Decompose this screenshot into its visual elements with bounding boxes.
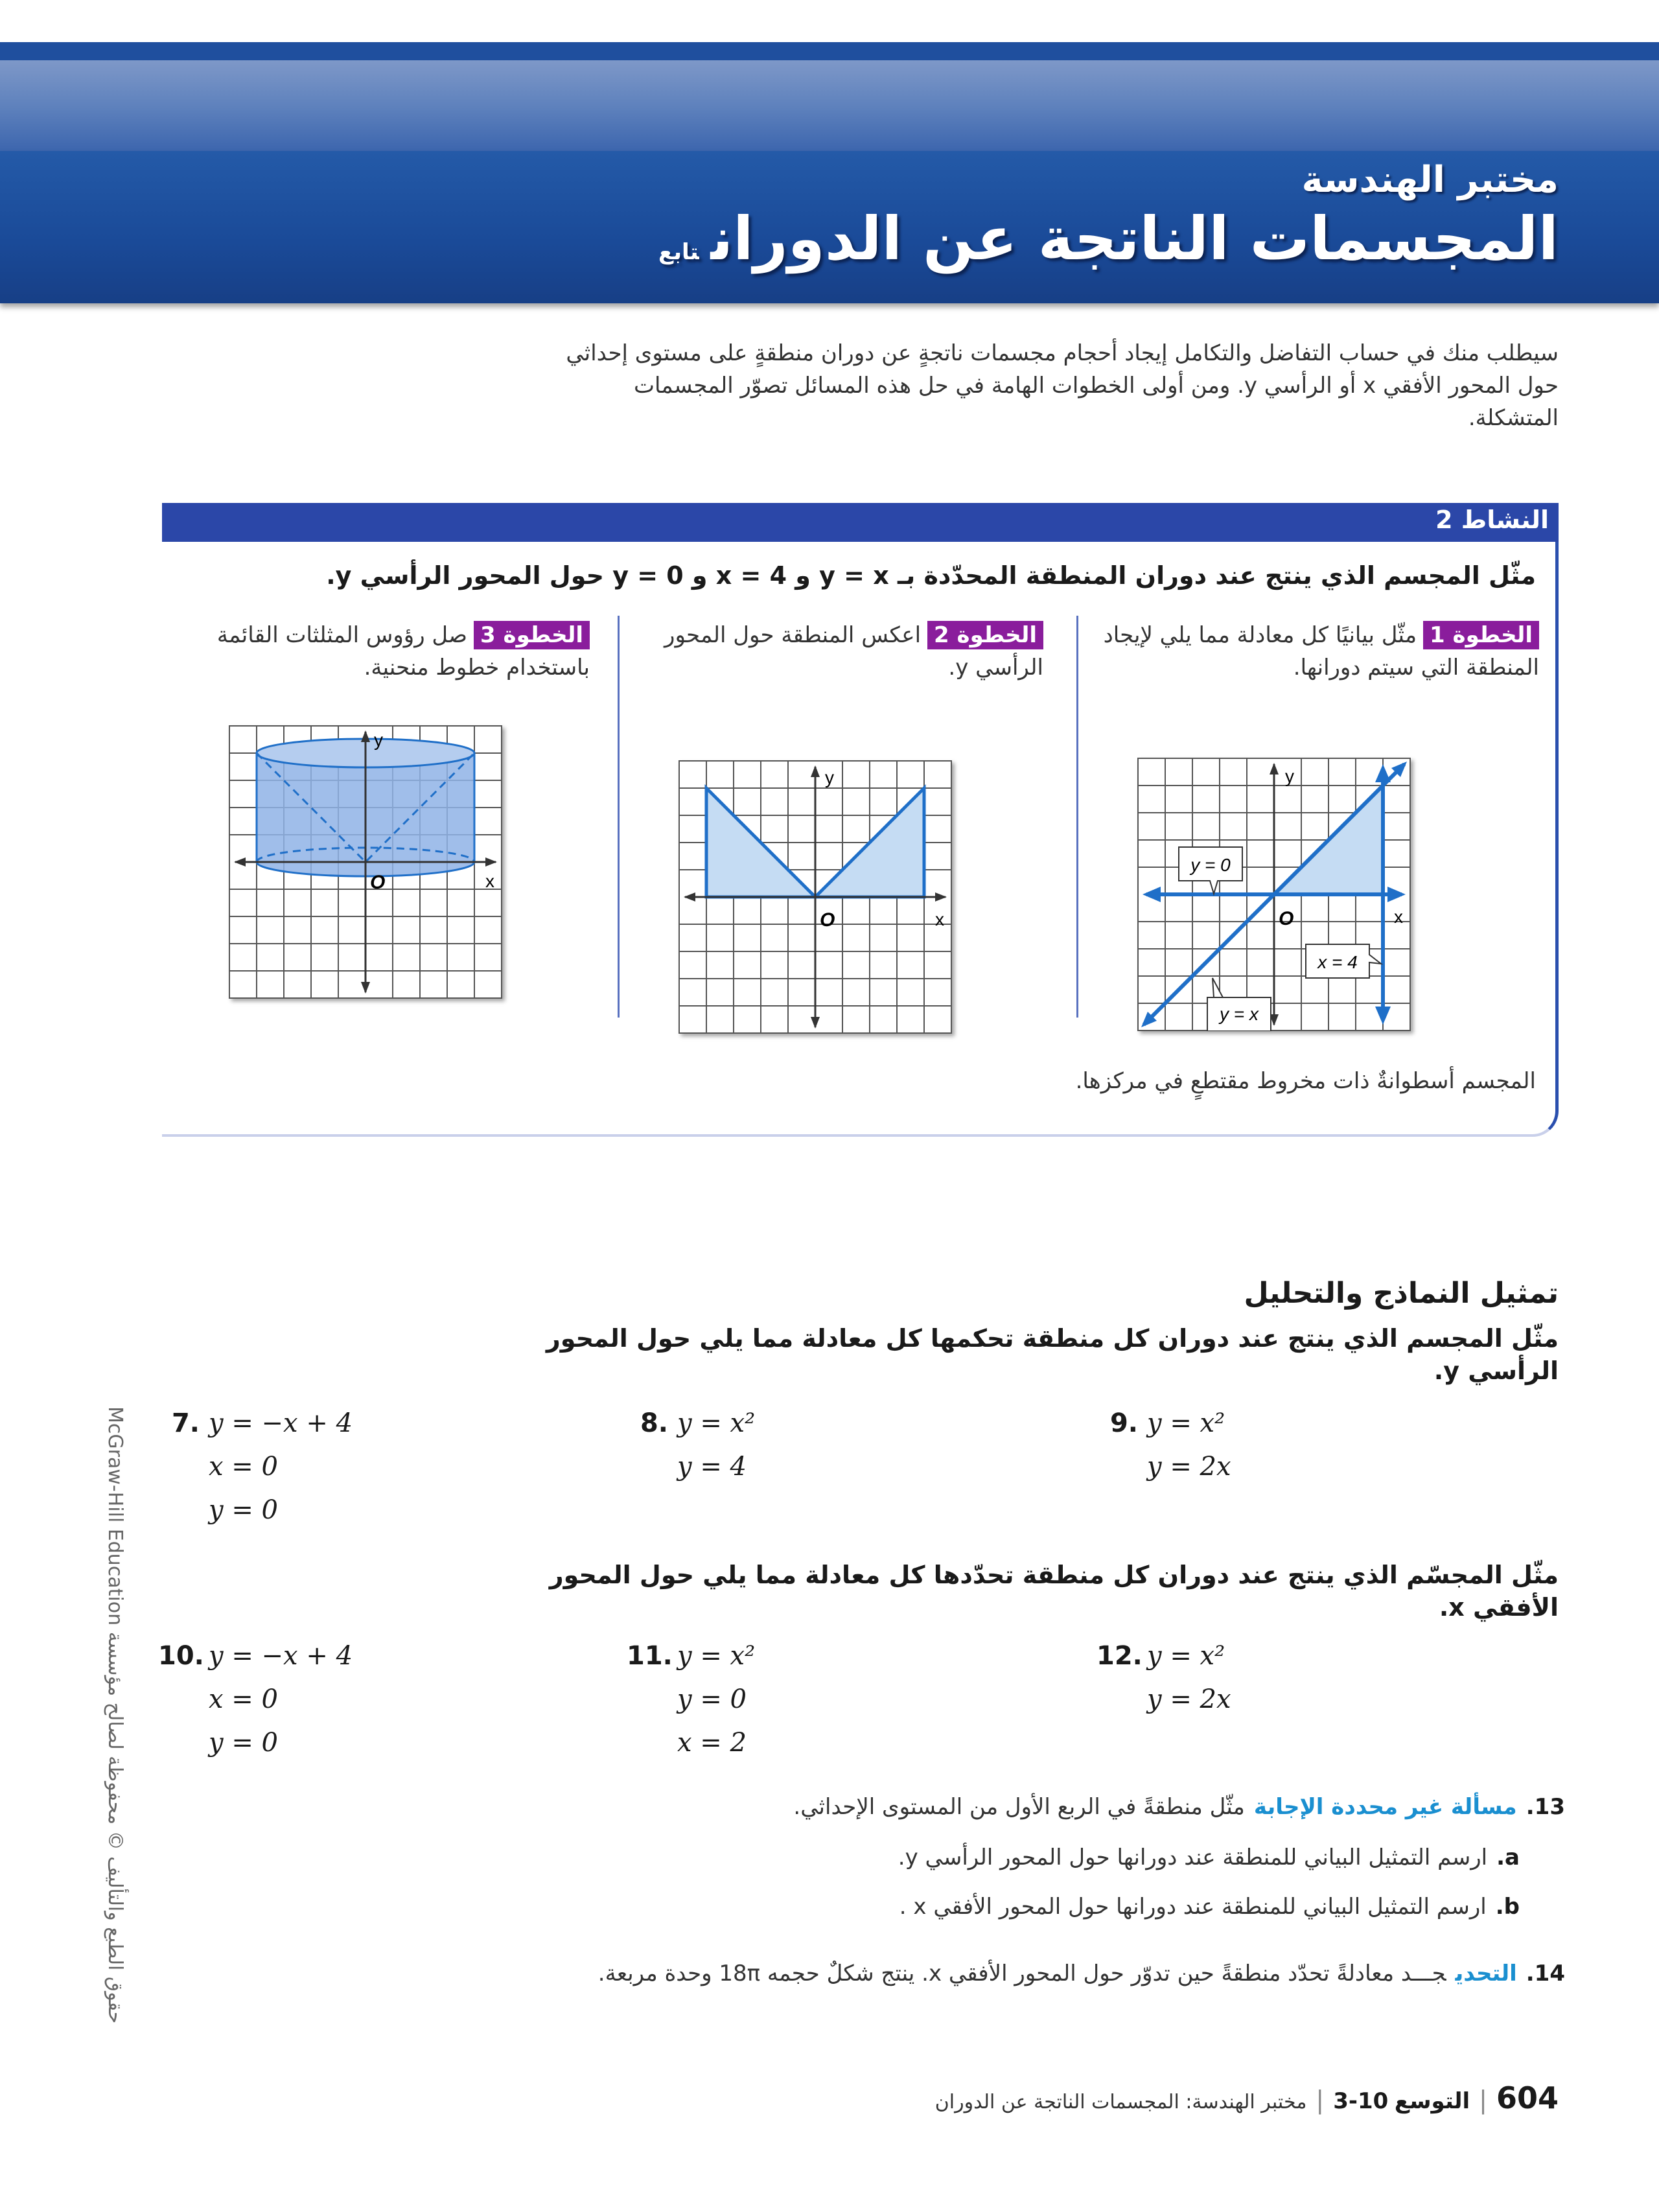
lesson-word: التوسع: [1394, 2088, 1470, 2114]
step-tag: الخطوة 3: [474, 621, 590, 649]
problem-13b: b.ارسم التمثيل البياني للمنطقة عند دورانها حول المحور الأفقي x .: [899, 1894, 1520, 1920]
divider: |: [1316, 2086, 1325, 2114]
continued-label: تابع: [658, 239, 699, 265]
instruction-y-axis: مثّل المجسم الذي ينتج عند دوران كل منطقة تحكمها كل معادلة مما يلي حول المحور الرأسي y.: [546, 1324, 1559, 1385]
page-footer: [935, 2080, 1559, 2115]
svg-text:y = 0: y = 0: [1190, 855, 1231, 875]
svg-text:y = x: y = x: [1220, 1004, 1259, 1024]
arrow: [935, 892, 947, 902]
activity-label: النشاط 2: [1435, 506, 1549, 534]
activity-conclusion: المجسم أسطوانةٌ ذات مخروط مقتطعٍ في مركزها.: [1075, 1068, 1536, 1094]
header-gradient: [0, 60, 1659, 151]
arrow: [1387, 887, 1406, 902]
step-divider: [1076, 616, 1078, 1018]
step-text: اعكس المنطقة حول المحور الرأسي y.: [664, 622, 1043, 681]
step-3: [188, 619, 590, 684]
problem-8: 8. y = x² y = 4: [640, 1408, 756, 1482]
origin-label: O: [370, 872, 386, 893]
callout-x-equals-4: [1306, 944, 1381, 978]
section-heading: تمثيل النماذج والتحليل: [1244, 1277, 1559, 1310]
y-axis-label: y: [1285, 766, 1294, 786]
step-text: مثّل بيانيًا كل معادلة مما يلي لإيجاد المنطقة التي سيتم دورانها.: [1103, 622, 1539, 681]
arrow: [485, 857, 497, 867]
arrow: [684, 892, 695, 902]
step-1: [1102, 619, 1601, 684]
divider: |: [1479, 2086, 1487, 2114]
origin-label: O: [1279, 908, 1294, 929]
footer-title: مختبر الهندسة: المجسمات الناتجة عن الدوران: [934, 2091, 1307, 2113]
problem-12: 12. y = x² y = 2x: [1096, 1641, 1231, 1714]
arrow: [234, 857, 246, 867]
problem-11: 11. y = x² y = 0 x = 2: [627, 1641, 756, 1758]
problem-14: 14.التحديجـــد معادلةً تحدّد منطقةً حين تدوّر حول المحور الأفقي x. ينتج شكلٌ حجمه 18π وحدة مربعة.: [597, 1961, 1565, 1986]
arrow: [361, 982, 370, 994]
x-axis-label: x: [485, 871, 494, 891]
page-number: 604: [1496, 2080, 1559, 2115]
title-text: المجسمات الناتجة عن الدوران: [710, 204, 1559, 274]
activity-header-bar: [162, 503, 1559, 542]
step-tag: الخطوة 1: [1423, 621, 1539, 649]
intro-paragraph: سيطلب منك في حساب التفاضل والتكامل إيجاد أحجام مجسمات ناتجةٍ عن دوران منطقةٍ على مستوى إحداثي حول المحور الأفقي x أو الرأسي y. ومن أولى الخطوات الهامة في حل هذه المسائل تصوّر المجسمات المتشكلة.: [566, 340, 1559, 431]
arrow: [361, 730, 370, 742]
lesson-number: 10-3: [1333, 2088, 1389, 2114]
y-axis-label: y: [825, 767, 834, 787]
open-ended-label: مسألة غير محددة الإجابة: [1253, 1794, 1517, 1820]
problem-13a: a.ارسم التمثيل البياني للمنطقة عند دورانها حول المحور الرأسي y.: [898, 1845, 1520, 1870]
step-divider: [618, 616, 620, 1018]
step-text: صل رؤوس المثلثات القائمة باستخدام خطوط منحنية.: [216, 622, 590, 681]
arrow: [811, 1017, 820, 1029]
page-title: [658, 204, 1559, 274]
challenge-label: التحدي: [1455, 1961, 1517, 1986]
callout-y-equals-0: [1179, 847, 1242, 894]
instruction-x-axis: مثّل المجسّم الذي ينتج عند دوران كل منطقة تحدّدها كل معادلة مما يلي حول المحور الأفقي x.: [549, 1561, 1559, 1622]
header-subtitle: مختبر الهندسة: [1301, 159, 1559, 201]
graph-step-2: [679, 760, 952, 1034]
y-axis-label: y: [374, 730, 383, 750]
callout-y-equals-x: [1207, 978, 1271, 1031]
arrow: [1375, 1007, 1391, 1025]
arrow: [1143, 887, 1161, 902]
graph-step-1: [1137, 758, 1411, 1031]
copyright-side-text: McGraw-Hill Education حقوق الطبع والتأليف © محفوظة لصالح مؤسسة: [104, 1406, 126, 2024]
step-2: [635, 619, 1043, 684]
graph-step-3: [229, 725, 502, 999]
problem-9: 9. y = x² y = 2x: [1109, 1408, 1231, 1482]
step-tag: الخطوة 2: [927, 621, 1043, 649]
origin-label: O: [820, 909, 835, 931]
arrow: [811, 765, 820, 777]
x-axis-label: x: [935, 909, 944, 929]
problem-10: 10. y = −x + 4 x = 0 y = 0: [158, 1641, 353, 1758]
y-axis-arrow: [1270, 763, 1279, 774]
activity-question: مثّل المجسم الذي ينتج عند دوران المنطقة المحدّدة بـ y = x و x = 4 و y = 0 حول المحور الرأسي y.: [326, 561, 1536, 590]
svg-text:x = 4: x = 4: [1317, 952, 1358, 972]
x-axis-label: x: [1394, 907, 1403, 927]
problem-13: 13.مسألة غير محددة الإجابةمثّل منطقةً في الربع الأول من المستوى الإحداثي.: [793, 1794, 1565, 1820]
header-top-stripe: [0, 42, 1659, 60]
problem-7: 7. y = −x + 4 x = 0 y = 0: [171, 1408, 353, 1525]
